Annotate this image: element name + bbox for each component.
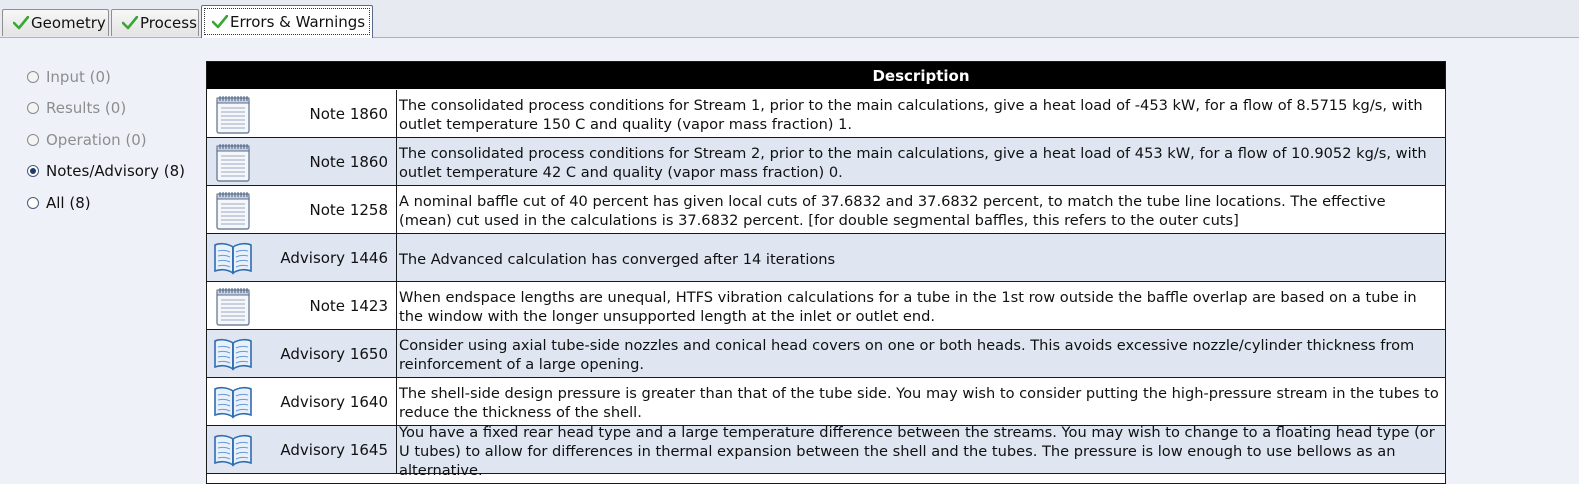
table-header xyxy=(207,62,1445,89)
tab-geometry[interactable] xyxy=(2,9,109,36)
check-icon xyxy=(212,15,228,29)
message-type: Note xyxy=(309,152,345,171)
message-description: When endspace lengths are unequal, HTFS vibration calculations for a tube in the 1st row outside the baffle overlap are based on a tube in the window with the longer unsupported length at the inlet or outlet end. xyxy=(396,282,1445,329)
filter-label: Notes/Advisory (8) xyxy=(46,162,185,180)
advisory-book-icon xyxy=(213,241,253,275)
message-type: Advisory xyxy=(280,344,345,363)
tab-label: Geometry xyxy=(31,14,106,32)
radio-button-icon xyxy=(27,71,39,83)
message-code: 1640 xyxy=(349,392,388,411)
tab-process[interactable] xyxy=(111,9,199,36)
check-icon xyxy=(13,16,29,30)
message-description: The Advanced calculation has converged after 14 iterations xyxy=(396,234,1445,281)
check-icon xyxy=(122,16,138,30)
message-description: You have a fixed rear head type and a large temperature difference between the streams. You may wish to change to a floating head type (or U tubes) to allow for differences in thermal expansion between the shell and the tubes. The pressure is low enough to use bellows as an alternative. xyxy=(396,426,1445,473)
radio-button-icon xyxy=(27,102,39,114)
description-column-header[interactable]: Description xyxy=(872,66,970,85)
filter-label: Operation (0) xyxy=(46,131,147,149)
filter-label: All (8) xyxy=(46,194,91,212)
message-code: 1650 xyxy=(349,344,388,363)
message-description: The consolidated process conditions for Stream 1, prior to the main calculations, give a heat load of -453 kW, for a flow of 8.5715 kg/s, with outlet temperature 150 C and quality (vapor mass fraction) 1. xyxy=(396,90,1445,137)
table-row[interactable] xyxy=(207,138,1445,186)
message-type: Advisory xyxy=(280,392,345,411)
table-row[interactable] xyxy=(207,90,1445,138)
filter-label: Input (0) xyxy=(46,68,111,86)
note-icon xyxy=(215,94,251,134)
message-description: The consolidated process conditions for Stream 2, prior to the main calculations, give a heat load of 453 kW, for a flow of 10.9052 kg/s, with outlet temperature 42 C and quality (vapor mass fraction) 0. xyxy=(396,138,1445,185)
message-type: Advisory xyxy=(280,440,345,459)
message-code: 1446 xyxy=(349,248,388,267)
message-type: Advisory xyxy=(280,248,345,267)
filter-operation-radio[interactable] xyxy=(27,129,147,151)
advisory-book-icon xyxy=(213,337,253,371)
radio-button-icon xyxy=(27,197,39,209)
message-description: A nominal baffle cut of 40 percent has given local cuts of 37.6832 and 37.6832 percent, to match the tube line locations. The effective (mean) cut used in the calculations is 37.6832 percent. [for double segmental baffles, this refers to the outer cuts] xyxy=(396,186,1445,233)
radio-button-icon xyxy=(27,134,39,146)
note-icon xyxy=(215,190,251,230)
message-code: 1645 xyxy=(349,440,388,459)
filter-label: Results (0) xyxy=(46,99,127,117)
message-type: Note xyxy=(309,296,345,315)
note-icon xyxy=(215,286,251,326)
message-type: Note xyxy=(309,104,345,123)
table-row[interactable] xyxy=(207,282,1445,330)
table-row[interactable] xyxy=(207,186,1445,234)
advisory-book-icon xyxy=(213,433,253,467)
table-row[interactable] xyxy=(207,330,1445,378)
tab-errors-warnings[interactable] xyxy=(201,5,373,38)
tab-label: Errors & Warnings xyxy=(230,13,366,31)
message-code: 1258 xyxy=(349,200,388,219)
filter-results-radio[interactable] xyxy=(27,97,126,119)
table-row[interactable] xyxy=(207,378,1445,426)
advisory-book-icon xyxy=(213,385,253,419)
tab-label: Process xyxy=(140,14,197,32)
filter-input-radio[interactable] xyxy=(27,66,111,88)
tab-bar xyxy=(0,0,1579,38)
messages-table xyxy=(206,61,1446,484)
message-description: The shell-side design pressure is greater than that of the tube side. You may wish to consider putting the high-pressure stream in the tubes to reduce the thickness of the shell. xyxy=(396,378,1445,425)
radio-button-selected-icon xyxy=(27,165,39,177)
filter-all-radio[interactable] xyxy=(27,192,91,214)
message-code: 1860 xyxy=(349,104,388,123)
table-row[interactable] xyxy=(207,234,1445,282)
message-code: 1423 xyxy=(349,296,388,315)
table-row[interactable] xyxy=(207,423,1445,479)
message-type: Note xyxy=(309,200,345,219)
filter-notes-advisory-radio[interactable] xyxy=(27,160,185,182)
message-description: Consider using axial tube-side nozzles and conical head covers on one or both heads. This avoids excessive nozzle/cylinder thickness from reinforcement of a large opening. xyxy=(396,330,1445,377)
note-icon xyxy=(215,142,251,182)
message-code: 1860 xyxy=(349,152,388,171)
